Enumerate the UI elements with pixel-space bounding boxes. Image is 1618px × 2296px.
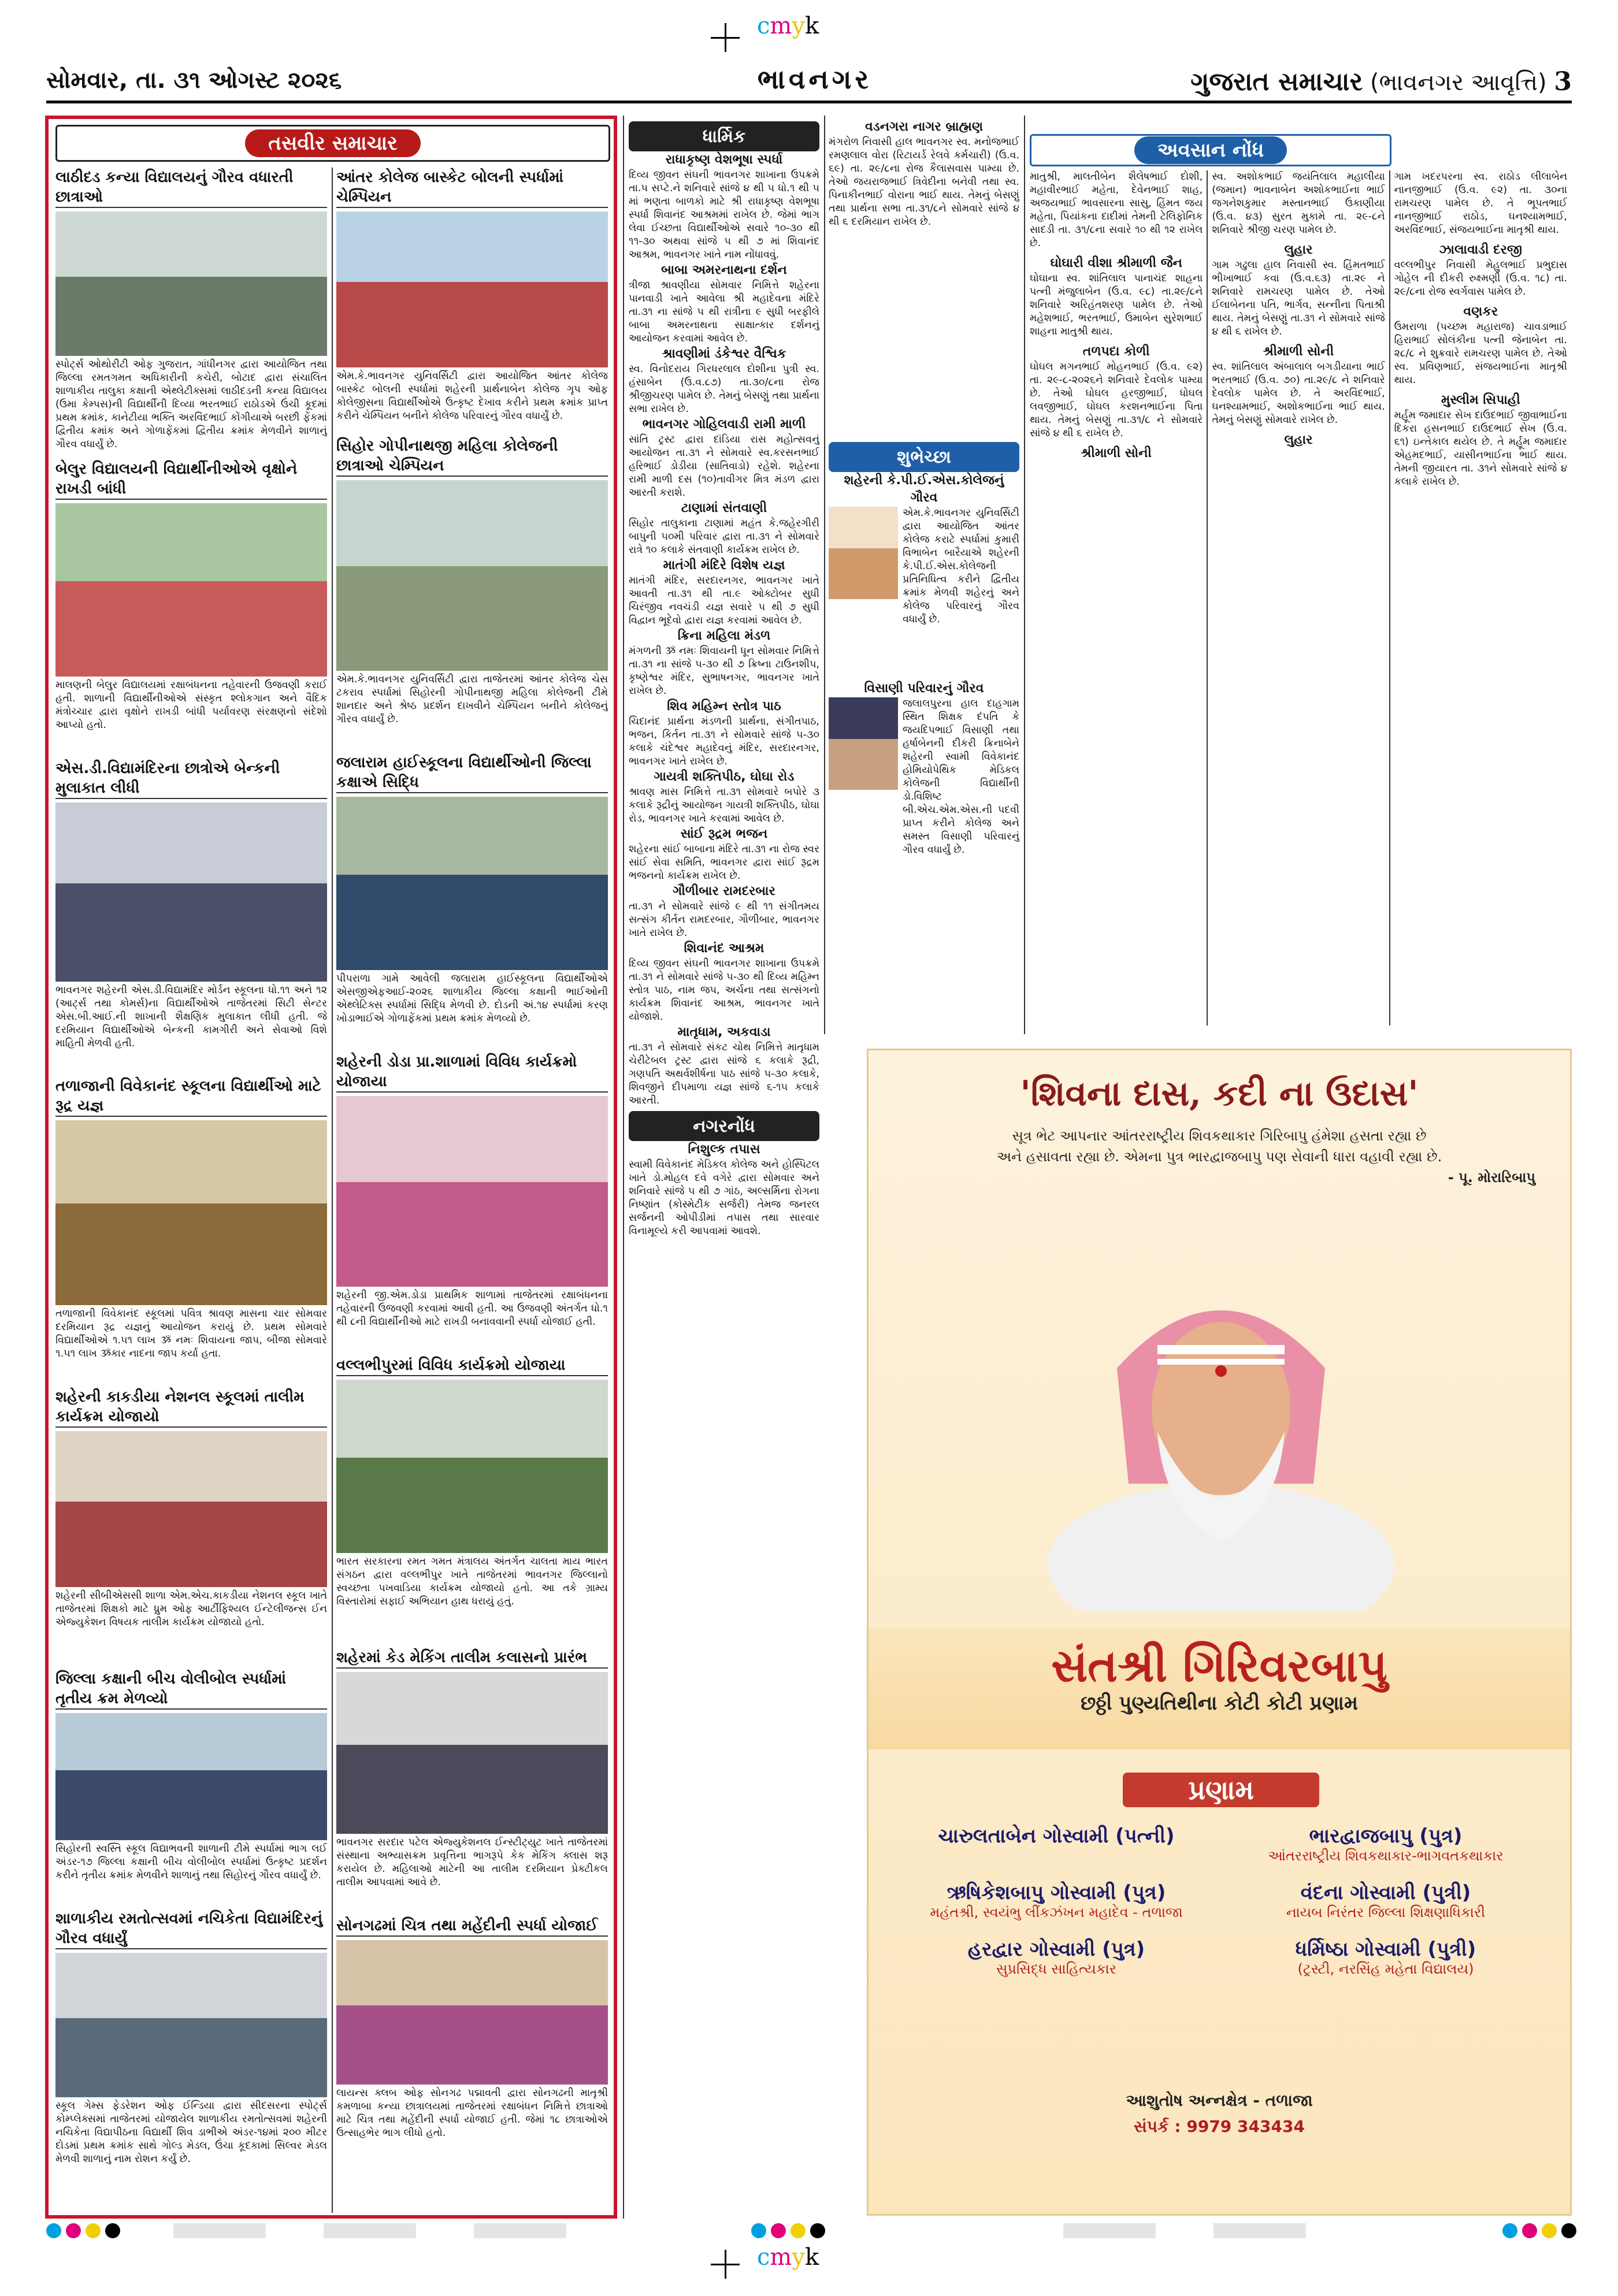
news-body: સિહોરની સ્વસ્તિ સ્કૂલ વિદ્યાભવની શાળાની ટીમે સ્પર્ધામાં ભાગ લઈ અંડર-૧૭ જિલ્લા કક્ષાની બીચ વોલીબોલ સ્પર્ધામાં ઉત્કૃષ્ટ પ્રદર્શન કરીને તૃતીય ક્રમાંક મેળવીને શાળાનું તથા સિહોરનું ગૌરવ વધાર્યું છે. — [55, 1843, 327, 1881]
ad-line: સૂત્ર ભેટ આપનાર આંતરરાષ્ટ્રીય શિવકથાકાર ગિરિબાપુ હંમેશા હસતા રહ્યા છે — [1012, 1128, 1427, 1144]
dharmik-item-title: ગાયત્રી શક્તિપીઠ, ઘોઘા રોડ — [654, 770, 795, 784]
portrait-photo — [829, 507, 898, 599]
news-body: ભાવનગર શહેરની એસ.ડી.વિદ્યામંદિર મોર્ડન સ્કૂલના ધો.૧૧ અને ૧૨ (આર્ટ્સ તથા કોમર્સ)ના વિદ્યાર્થીઓએ તાજેતરમાં સિટી સેન્ટર એસ.બી.આઈ.ની શાખાની શૈક્ષણિક મુલાકાત લીધી હતી. જે દરમિયાન વિદ્યાર્થીઓએ બેન્કની કામગીરી અને સેવાઓ વિશે માહિતી મેળવી હતી. — [55, 984, 327, 1049]
dharmik-item-body: દિવ્ય જીવન સંઘની ભાવનગર શાખાના ઉપક્રમે તા.૫ સપ્ટે.ને શનિવારે સાંજે ૪ થી ૫ ધો.૧ થી ૫ માં ભણતા બાળકો માટે શ્રી રાધાકૃષ્ણ વેશભૂષા સ્પર્ધા શિવાનંદ આશ્રમમાં રાખેલ છે. જેમાં ભાગ લેવા ઈચ્છતા વિદ્યાર્થીઓએ સવારે ૧૦-૩૦ થી ૧૧-૩૦ અથવા સાંજે ૫ થી ૭ માં શિવાનંદ આશ્રમ, ભાવનગર ખાતે નામ નોંધાવવું. — [629, 169, 819, 261]
dharmik-item-title: શ્રાવણીમાં ડંકેશ્વર વૈશ્વિક — [662, 347, 786, 361]
col-divider — [1024, 116, 1025, 1034]
obituary-entry: માતુશ્રી, માલતીબેન શૈલેષભાઈ દોશી, મહાવીરભાઈ મહેતા, દેવેનભાઈ શાહ, અજયભાઈ ભાવસારના સાસુ, હિંમત જય મહેતા, પિયાંકના દાદીમાં તેમની ટેલિફોનિક સાદડી તા. ૩૧/૮ના સવારે ૧૦ થી ૧૨ રાખેલ છે. — [1030, 171, 1203, 249]
photo-beach-volleyball — [55, 1713, 327, 1840]
news-body: શહેરની જી.એમ.ડોડા પ્રાથમિક શાળામાં તાજેતરમાં રક્ષાબંધનના તહેવારની ઉજવણી કરવામાં આવી હતી. આ ઉજવણી અંતર્ગત ધો.૧ થી ૮ની વિદ્યાર્થીનીઓ માટે રાખડી બનાવવાની સ્પર્ધા યોજાઈ હતી. — [336, 1290, 608, 1328]
ad-quote: 'શિવના દાસ, કદી ના ઉદાસ' — [1020, 1073, 1419, 1114]
news-headline: એસ.ડી.વિદ્યામંદિરના છાત્રોએ બેન્કની મુલાકાત લીધી — [55, 759, 327, 799]
news-body: ભાવનગર સરદાર પટેલ એજ્યુકેશનલ ઈન્સ્ટીટ્યુટ ખાતે તાજેતરમાં સંસ્થાના અભ્યાસક્રમ પ્રવૃત્તિના ભાગરૂપે કેક મેકિંગ ક્લાસ શરૂ કરાયેલ છે. મહિલાઓ માટેની આ તાલીમ દરમિયાન પ્રેક્ટીકલ તાલીમ આપવામાં આવે છે. — [336, 1837, 608, 1888]
tasveer-banner: તસવીર સમાચાર — [55, 125, 610, 162]
ad-saint-name: સંતશ્રી ગિરિવરબાપુ — [1051, 1640, 1387, 1692]
news-body: એમ.કે.ભાવનગર યુનિવર્સિટી દ્વારા તાજેતરમાં આંતર કોલેજ ચેસ ટકરાવ સ્પર્ધામાં સિહોરની ગોપીનાથજી મહિલા કોલેજની ટીમે શાનદાર અને શ્રેષ્ઠ પ્રદર્શન દાખવીને ચેમ્પિયન બનીને કોલેજનું ગૌરવ વધાર્યું છે. — [336, 674, 608, 725]
dharmik-item-title: શિવ મહિમ્ન સ્તોત્ર પાઠ — [667, 699, 781, 714]
family-member-name: વંદના ગોસ્વામી (પુત્રી) — [1300, 1881, 1471, 1904]
photo-cake-class — [336, 1672, 608, 1834]
page-header — [46, 64, 1572, 103]
news-headline: જિલ્લા કક્ષાની બીચ વોલીબોલ સ્પર્ધામાં તૃતીય ક્રમ મેળવ્યો — [55, 1669, 327, 1710]
dharmik-list — [629, 151, 819, 1108]
pranam-band: પ્રણામ — [1123, 1773, 1319, 1807]
family-member — [1221, 1938, 1550, 1977]
col-divider — [623, 116, 624, 2219]
obituary-entry: વલ્લભીપુર નિવાસી મેહુલભાઈ પ્રભુદાસ ગોહેલ ની દીકરી રુક્ષ્મણી (ઉ.વ. ૧૮) તા. ૨૯/૮ના રોજ સ્વર્ગવાસ પામેલ છે. — [1394, 259, 1567, 298]
color-dots-left — [46, 2223, 120, 2238]
news-headline: સિહોર ગોપીનાથજી મહિલા કોલેજની છાત્રાઓ ચેમ્પિયન — [336, 436, 608, 477]
family-member — [1221, 1825, 1550, 1864]
dharmik-item-title: ગૌળીબાર રામદરબાર — [673, 884, 775, 898]
obituary-entry: ગામ ખદરપરના સ્વ. રાઠોડ લીલાબેન નાનજીભાઈ (ઉ.વ. ૯૨) તા. ૩૦ના રામચરણ પામેલ છે. તે ભૂપતભાઈ નાનજીભાઈ રાઠોડ, ઘનશ્યામભાઈ, અરવિંદભાઈ, સંજયભાઈના માતૃશ્રી થાય. — [1394, 171, 1567, 236]
obituary-community: મુસ્લીમ સિપાહી — [1441, 393, 1520, 407]
wish-headline: વિસાણી પરિવારનું ગૌરવ — [864, 681, 984, 696]
saint-portrait — [1042, 1241, 1400, 1611]
column-1 — [55, 168, 327, 2213]
ad-contact: સંપર્ક : 9979 343434 — [1134, 2117, 1305, 2136]
dharmik-item-title: ટાણામાં સંતવાણી — [681, 501, 767, 515]
color-dots-right — [1502, 2223, 1576, 2238]
dharmik-item-title: માતંગી મંદિરે વિશેષ યજ્ઞ — [663, 558, 785, 573]
dharmik-item-body: સાંતિ ટ્રસ્ટ દ્વારા દાંડિયા રાસ મહોત્સવનું આયોજન તા.૩૧ ને સોમવારે સ્વ.કરસનભાઈ હરિભાઈ ડોડીયા (સાતિવાડો) રહેશે. શહેરના રામી માળી દસ (૧૦)તાવીગર મિત્ર મંડળ દ્વારા આરતી કરાશે. — [629, 434, 819, 499]
photo-school-awards — [55, 211, 327, 356]
crosshair-icon — [711, 23, 740, 52]
news-body: તળાજાની વિવેકાનંદ સ્કૂલમાં પવિત્ર શ્રાવણ માસના ચાર સોમવાર દરમિયાન રૂદ્ર યજ્ઞનું આયોજન કરાયું છે. પ્રથમ સોમવારે વિદ્યાર્થીઓએ ૧.૫૧ લાખ ૐ નમઃ શિવાયના જાપ, બીજા સોમવારે ૧.૫૧ લાખ ૐકાર નાદના જાપ કર્યા હતા. — [55, 1308, 327, 1359]
shubhechha-tag: શુભેચ્છા — [829, 442, 1019, 472]
col-divider — [332, 168, 333, 2213]
gray-bar — [1063, 2223, 1156, 2238]
portrait-photo — [829, 697, 898, 790]
family-grid — [892, 1825, 1550, 1977]
wish-body: જલાલપુરના હાલ દાહગામ સ્થિત શિક્ષક દંપતિ કે જયદિપભાઈ વિસાણી તથા હર્ષાબેનની દીકરી ક્રિનાબેને શહેરની સ્વામી વિવેકાનંદ હોમિયોપેથિક મેડિકલ કોલેજની વિદ્યાર્થીની ડો.વિશિષ્ટ બી.એચ.એમ.એસ.ની પદવી પ્રાપ્ત કરીને કોલેજ અને સમસ્ત વિસાણી પરિવારનું ગૌરવ વધાર્યું છે. — [903, 698, 1019, 856]
dharmik-item-body: સ્વ. વિનોદરાય ગિરધરલાલ દોશીના પુત્રી સ્વ. હંસાબેન (ઉ.વ.૮૭) તા.૩૦/૮ના રોજ શ્રીજીચરણ પામેલ છે. તેમનું બેસણું તથા પ્રાર્થના સભા રાખેલ છે. — [629, 363, 819, 415]
obituary-entry: સ્વ. અશોકભાઈ જયંતિલાલ મહાલીયા (જમાન) ભાવનાબેન અશોકભાઈના ભાઈ જગનેશકુમાર મસ્તાનભાઈ ઉકાણીયા (ઉ.વ. ૪૩) સુરત મુકામે તા. ૨૯-૮ને શનિવારે શ્રીજી ચરણ પામેલ છે. — [1212, 171, 1385, 236]
avsan-banner: અવસાન નોંધ — [1030, 134, 1391, 166]
news-headline: જલારામ હાઈસ્કૂલના વિદ્યાર્થીઓની જિલ્લા કક્ષાએ સિદ્ધિ — [336, 753, 608, 793]
photo-rakhi-celebration — [336, 1096, 608, 1287]
family-member-name: હરદ્વાર ગોસ્વામી (પુત્ર) — [967, 1938, 1145, 1961]
dharmik-item-body: તા.૩૧ ને સોમવારે સાંજે ૯ થી ૧૧ સંગીતમય સત્સંગ કીર્તન રામદરબાર, ગૌળીબાર, ભાવનગર ખાતે રાખેલ છે. — [629, 901, 819, 939]
photo-athletics-winners — [336, 797, 608, 970]
dharmik-item-title: સાંઈ રૂદ્રમ ભજન — [680, 827, 768, 841]
news-headline: શહેરમાં કેડ મેકિંગ તાલીમ કલાસનો પ્રારંભ — [336, 1648, 608, 1669]
cmyk-label: cmyk — [757, 13, 819, 39]
news-headline: બેલુર વિદ્યાલયની વિદ્યાર્થીનીઓએ વૃક્ષોને રાખડી બાંધી — [55, 459, 327, 500]
dharmik-item-title: માતૃધામ, અકવાડા — [677, 1025, 771, 1039]
news-headline: શહેરની કાકડીયા નેશનલ સ્કૂલમાં તાલીમ કાર્યક્રમ યોજાયો — [55, 1387, 327, 1428]
photo-training-program — [55, 1431, 327, 1587]
obituary-entry: સ્વ. શાંતિલાલ અંબાલાલ બગડીયાના ભાઈ ભરતભાઈ (ઉ.વ. ૭૦) તા.૨૯/૮ ને શનિવારે દેવલોક પામેલ છે. તે અરવિંદભાઈ, ઘનશ્યામભાઈ, અશોકભાઈના ભાઈ થાય. તેમનું બેસણું સોમવારે રાખેલ છે. — [1212, 361, 1385, 426]
obituary-entry: ગામ ગઢુલા હાલ નિવાસી સ્વ. હિંમતભાઈ ભીખાભાઈ કવા (ઉ.વ.૬૩) તા.૨૯ ને શનિવારે રામચરણ પામેલ છે. તેઓ ઈલાબેનના પતિ, ભાર્ગવ, સન્નીના પિતાશ્રી થાય. તેમનું બેસણું તા.૩૧ ને સોમવારે સાંજે ૪ થી ૬ રાખેલ છે. — [1212, 259, 1385, 337]
news-body: સ્કૂલ ગેમ્સ ફેડરેશન ઓફ ઈન્ડિયા દ્વારા સીદસરના સ્પોર્ટ્સ કોમ્પ્લેક્સમાં તાજેતરમાં યોજાયેલ શાળાકીય રમતોત્સવમાં શહેરની નચિકેતા વિદ્યાપીઠના વિદ્યાર્થી શિવ ડાભીએ અંડર-૧૪માં ૨૦૦ મીટર દોડમાં પ્રથમ ક્રમાંક સાથે ગોલ્ડ મેડલ, ઉંચા કૂદકામાં સિલ્વર મેડલ મેળવી શાળાનું નામ રોશન કર્યું છે. — [55, 2100, 327, 2165]
dharmik-item-body: માતંગી મંદિર, સરદારનગર, ભાવનગર ખાતે આવતી તા.૩૧ થી તા.૯ ઓક્ટોબર સુધી ચિરંજીવ નવચંડી યજ્ઞ સવારે ૫ થી ૭ સુધી વિદ્વાન ભૂદેવો દ્વારા યજ્ઞ કરવામાં આવેલ છે. — [629, 575, 819, 626]
family-member-name: ધર્મિષ્ઠા ગોસ્વામી (પુત્રી) — [1295, 1938, 1476, 1961]
obituary-community: શ્રીમાળી સોની — [1263, 344, 1334, 359]
dharmik-item-title: બાબા અમરનાથના દર્શન — [661, 263, 787, 277]
dharmik-item-body: શહેરના સાંઈ બાબાના મંદિરે તા.૩૧ ના રોજ સ્વર સાંઈ સેવા સમિતિ, ભાવનગર દ્વારા સાંઈ રૂદ્રમ ભજનનો કાર્યક્રમ રાખેલ છે. — [629, 844, 819, 882]
news-body: લાયન્સ ક્લબ ઓફ સોનગઢ પદ્માવતી દ્વારા સોનગઢની માતૃશ્રી કમળાબા કન્યા છાત્રાલયમાં તાજેતરમાં રક્ષાબંધન નિમિત્તે છાત્રાઓ માટે ચિત્ર તથા મહેંદીની સ્પર્ધા યોજાઈ હતી. જેમાં ૧૮ છાત્રાઓએ ઉત્સાહભેર ભાગ લીધો હતો. — [336, 2087, 608, 2139]
dharmik-item-body: તા.૩૧ ને સોમવારે સંકટ ચોથ નિમિત્તે માતૃધામ ચેરીટેબલ ટ્રસ્ટ દ્વારા સાંજે ૬ કલાકે રૂદ્રી, ગણપતિ અથર્વશીર્ષના પાઠ સાંજે ૫-૩૦ કલાકે, શિવજીને દીપમાળા યજ્ઞ સાંજે ૬-૧૫ કલાકે આરતી. — [629, 1042, 819, 1106]
obituary-community: ઘોઘારી વીશા શ્રીમાળી જૈન — [1050, 256, 1182, 270]
nagarnondh-body: સ્વામી વિવેકાનંદ મેડિકલ કોલેજ અને હોસ્પિટલ ખાતે ડો.મોહલ દવે વગેરે દ્વારા સોમવાર અને શનિવારે સાંજે ૫ થી ૭ ગાંઠ, અલ્સર્મિના રોગના નિષ્ણાંત (કોસ્મેટીક સર્જરી) તેમજ જનરલ સર્જનની ઓપીડીમાં તપાસ તથા સારવાર વિનામૂલ્યે કરી આપવામાં આવશે. — [629, 1159, 819, 1237]
news-headline: શાળાકીય રમતોત્સવમાં નચિકેતા વિદ્યામંદિરનું ગૌરવ વધાર્યું — [55, 1909, 327, 1949]
color-dots-center — [751, 2223, 825, 2238]
registration-mark-bottom — [711, 2242, 907, 2288]
dharmik-item-body: ત્રીજા શ્રાવણીયા સોમવાર નિમિત્તે શહેરના પાનવાડી ખાતે આવેલા શ્રી મહાદેવના મંદિરે તા.૩૧ ના સાંજે ૫ થી રાત્રીના ૯ સુધી બરફીલે બાબા અમરનાથના સાક્ષાત્કાર દર્શનનું આયોજન કરવામાં આવેલ છે. — [629, 280, 819, 344]
nagarnondh-headline: નિશુલ્ક તપાસ — [688, 1142, 760, 1157]
dharmik-item-title: ક્રિના મહિલા મંડળ — [677, 629, 771, 643]
cmyk-label: cmyk — [757, 2244, 819, 2271]
dharmik-item-title: રાધાકૃષ્ણ વેશભૂષા સ્પર્ધા — [665, 153, 783, 167]
news-body: ભારત સરકારના રમત ગમત મંત્રાલય અંતર્ગત ચાલતા માય ભારત સંગઠન દ્વારા વલ્લભીપુર ખાતે તાજેતરમાં ભાવનગર જિલ્લાનો સ્વચ્છતા પખવાડિયા કાર્યક્રમ યોજાયો હતો. આ તકે ગ્રામ્ય વિસ્તારોમાં સફાઈ અભિયાન હાથ ધરાયું હતું. — [336, 1556, 608, 1607]
family-member — [892, 1825, 1221, 1864]
dharmik-item-title: શિવાનંદ આશ્રમ — [684, 941, 765, 956]
gray-bar — [173, 2223, 266, 2238]
obituary-community: ઝાલાવાડી દરજી — [1439, 243, 1522, 257]
dharmik-item-body: મંગળની ૐ નમઃ શિવાયની ધૂન સોમવાર નિમિત્તે તા.૩૧ ના સાંજે ૫-૩૦ થી ૭ ક્રિષ્ના ટાઉનશીપ, કૃષ્ણેશ્વર મંદિર, સુભાષનગર, ભાવનગર ખાતે રાખેલ છે. — [629, 645, 819, 697]
nagarnondh-tag: નગરનોંધ — [629, 1111, 819, 1141]
family-member-name: ઋષિકેશબાપુ ગોસ્વામી (પુત્ર) — [947, 1881, 1166, 1904]
column-2 — [336, 168, 608, 2213]
news-headline: લાઠીદડ કન્યા વિદ્યાલયનું ગૌરવ વધારતી છાત્રાઓ — [55, 168, 327, 208]
crosshair-icon — [711, 2250, 740, 2279]
photo-sports-meet — [55, 1953, 327, 2097]
news-headline: આંતર કોલેજ બાસ્કેટ બોલની સ્પર્ધામાં ચેમ્પિયન — [336, 168, 608, 208]
news-headline: વલ્લભીપુરમાં વિવિધ કાર્યક્રમો યોજાયા — [336, 1355, 608, 1376]
header-masthead: ગુજરાત સમાચાર (ભાવનગર આવૃત્તિ) 3 — [1190, 67, 1572, 96]
memorial-advertisement — [867, 1049, 1572, 2216]
family-member-role: સુપ્રસિદ્ધ સાહિત્યકાર — [996, 1961, 1117, 1977]
photo-chess-team — [336, 480, 608, 671]
news-headline: સોનગઢમાં ચિત્ર તથા મહેંદીની સ્પર્ધા યોજાઈ — [336, 1916, 608, 1937]
dharmik-item-body: દિવ્ય જીવન સંઘની ભાવનગર શાખાના ઉપક્રમે તા.૩૧ ને સોમવારે સાંજે ૫-૩૦ થી દિવ્ય મહિમ્ન સ્તોત્ર પાઠ, નામ જપ, અર્ચના તથા સત્સંગનો કાર્યક્રમ શિવાનંદ આશ્રમ, ભાવનગર ખાતે યોજાશે. — [629, 958, 819, 1023]
news-body: પીપરાળા ગામે આવેલી જલારામ હાઈસ્કૂલના વિદ્યાર્થીઓએ એસજીએફઆઈ-૨૦૨૬ શાળાકીય જિલ્લા કક્ષાની ભાઈઓની એથ્લેટિક્સ સ્પર્ધામાં સિદ્ધિ મેળવી છે. દોડની અં.૧૪ સ્પર્ધામાં કરણ ખોડાભાઈએ ગોળાફેંકમાં પ્રથમ ક્રમાંક મેળવ્યો છે. — [336, 973, 608, 1024]
family-member — [892, 1938, 1221, 1977]
photo-cleanliness-drive — [336, 1380, 608, 1553]
obituary-entry: ઘોઘાના સ્વ. શાંતિલાલ પાનાચંદ શાહના પત્ની મંજુલાબેન (ઉ.વ. ૯૮) તા.૨૯/૮ને શનિવારે અરિહંતશરણ પામેલ છે. તેઓ મહેશભાઈ, ભરતભાઈ, ઉમાબેન સુરેશભાઈ શાહના માતુશ્રી થાય. — [1030, 273, 1203, 337]
dharmik-item-body: સિહોર તાલુકાના ટાણામાં મહંત કે.જહેરગીરી બાપુની ૫૦મી પરિવાર દ્વારા તા.૩૧ ને સોમવારે રાત્રે ૧૦ કલાકે સંતવાણી કાર્યક્રમ રાખેલ છે. — [629, 518, 819, 556]
obit-body: મંગરોળ નિવાસી હાલ ભાવનગર સ્વ. મનોજભાઈ રમણલાલ વોરા (રિટાયર્ડ રેલવે કર્મચારી) (ઉ.વ. ૬૯) તા. ૨૯/૮ના રોજ કૈલાસવાસ પામ્યા છે. તેઓ જયરાજભાઈ ત્રિવેદીના બનેવી તથા સ્વ. પિનાકીનભાઈ વોરાના ભાઈ થાય. તેમનું બેસણું તથા પ્રાર્થના સભા તા.૩૧/૮ને સોમવારે સાંજે ૪ થી ૬ દરમિયાન રાખેલ છે. — [829, 136, 1019, 228]
news-body: સ્પોર્ટ્સ ઓથોરીટી ઓફ ગુજરાત, ગાંધીનગર દ્વારા આયોજિત તથા જિલ્લા રમતગમત અધિકારીની કચેરી, બોટાદ દ્વારા સંચાલિત શાળાકીય તાલુકા કક્ષાની એથ્લેટીક્સમાં લાઠીદડની કન્યા વિદ્યાલય (ઉમા કેમ્પસ)ની વિદ્યાર્થીની દિવ્યા ભરતભાઈ રાઠોડએ ઉંચી કૂદમાં પ્રથમ ક્રમાંક, કાનેટીયા ભક્તિ અરવિંદભાઈ કોંગીયાએ બરછી ફેંકમાં દ્વિતીય ક્રમાંક અને ગોળાફેંકમાં દ્વિતીય ક્રમાંક મેળવીને શાળાનું ગૌરવ વધાર્યું છે. — [55, 359, 327, 450]
family-member — [892, 1881, 1221, 1920]
family-member-role: નાયબ નિરંતર જિલ્લા શિક્ષણાધિકારી — [1286, 1904, 1486, 1920]
column-4 — [829, 118, 1019, 1031]
header-date: સોમવાર, તા. ૩૧ ઓગસ્ટ ૨૦૨૬ — [46, 67, 342, 94]
ad-signature: - પૂ. મોરારિબાપુ — [1448, 1169, 1535, 1186]
registration-mark-top — [711, 10, 907, 62]
avsan-list — [1030, 170, 1567, 1026]
ad-footer: આશુતોષ અન્નક્ષેત્ર - તળાજા — [1126, 2091, 1313, 2110]
photo-mehendi-competition — [336, 1940, 608, 2085]
family-member-role: મહંતશ્રી, સ્વયંભુ લીંકઝંખન મહાદેવ - તળાજા — [930, 1904, 1183, 1920]
ad-subtitle: છઠ્ઠી પુણ્યતિથીના કોટી કોટી પ્રણામ — [1081, 1692, 1358, 1715]
family-member — [1221, 1881, 1550, 1920]
dharmik-tag: ધાર્મિક — [629, 121, 819, 151]
gray-bar — [1214, 2223, 1306, 2238]
news-headline: તળાજાની વિવેકાનંદ સ્કૂલના વિદ્યાર્થીઓ માટે રૂદ્ર યજ્ઞ — [55, 1076, 327, 1117]
obituary-community: વણકર — [1463, 304, 1498, 319]
column-3 — [629, 121, 819, 2213]
news-body: એમ.કે.ભાવનગર યુનિવર્સિટી દ્વારા આયોજિત આંતર કોલેજ બાસ્કેટ બોલની સ્પર્ધામાં શહેરની પ્રાર્થનાબેન કોલેજ ગૃપ ઓફ કોલેજીસના વિદ્યાર્થીઓએ ઉત્કૃષ્ટ દેખાવ કરીને પ્રથમ ક્રમાંક પ્રાપ્ત કરીને ચેમ્પિયન બનીને કોલેજ પરિવારનું ગૌરવ વધાર્યું છે. — [336, 370, 608, 422]
photo-basketball-team — [336, 211, 608, 367]
wish-body: એમ.કે.ભાવનગર યુનિવર્સિટી દ્વારા આયોજિત આંતર કોલેજ કરાટે સ્પર્ધામાં કુમારી વિભાબેન બારૈયાએ શહેરની કે.પી.ઈ.એસ.કોલેજની પ્રતિનિધિત્વ કરીને દ્વિતીય ક્રમાંક મેળવી શહેરનું અને કોલેજ પરિવારનું ગૌરવ વધાર્યું છે. — [903, 507, 1019, 625]
news-body: શહેરની સીબીએસસી શાળા એમ.એચ.કાકડીયા નેશનલ સ્કૂલ ખાતે તાજેતરમાં શિક્ષકો માટે ધ્રુમ ઓફ આર્ટીફિશ્યલ ઈન્ટેલીજન્સ ઈન એજ્યુકેશન વિષયક તાલીમ કાર્યક્રમ યોજાયો હતો. — [55, 1590, 327, 1628]
family-member-name: ચારુલતાબેન ગોસ્વામી (પત્ની) — [938, 1825, 1175, 1848]
obituary-entry: મર્હૂમ જમાદાર સેખ દાઉદભાઈ જીવાભાઈના દિકરા હસનભાઈ દાઉદભાઈ સેખ (ઉ.વ. ૬૧) ઇન્તેકાલ થયેલ છે. તે મર્હૂમ જમાદાર એહમદભાઈ, યાસીનભાઈના ભાઈ થાય. તેમની જીયારત તા. ૩૧ને સોમવારે સાંજે ૪ કલાકે રાખેલ છે. — [1394, 410, 1567, 488]
obituary-community: શ્રીમાળી સોની — [1081, 446, 1152, 460]
gray-bar — [324, 2223, 416, 2238]
dharmik-item-body: શ્રાવણ માસ નિમિત્તે તા.૩૧ સોમવારે બપોરે ૩ કલાકે રૂદ્રીનું આયોજન ગાયત્રી શક્તિપીઠ, ઘોઘા રોડ, ભાવનગર ખાતે કરવામાં આવેલ છે. — [629, 786, 819, 824]
dharmik-item-body: ચિદાનંદ પ્રાર્થના મંડળની પ્રાર્થના, સંગીતપાઠ, ભજન, કિર્તન તા.૩૧ ને સોમવારે સાંજે ૫-૩૦ કલાકે ચંદેશ્વર મહાદેવનું મંદિર, સરદારનગર, ભાવનગર ખાતે રાખેલ છે. — [629, 716, 819, 767]
obituary-community: તળપદા કોળી — [1082, 344, 1150, 359]
family-member-name: ભારદ્વાજબાપુ (પુત્ર) — [1309, 1825, 1463, 1848]
photo-rudra-yagna — [55, 1120, 327, 1305]
family-member-role: આંતરરાષ્ટ્રીય શિવકથાકાર-ભાગવતકથાકાર — [1268, 1848, 1504, 1864]
family-member-role: (ટ્રસ્ટી, નરસિંહ મહેતા વિદ્યાલય) — [1297, 1961, 1474, 1977]
obituary-entry: ઘોઘલ મગનભાઈ મોહનભાઈ (ઉ.વ. ૯૨) તા. ૨૯-૮-૨૦૨૬ને શનિવારે દેવલોક પામ્યા છે. તેઓ ઘોઘલ હરજીભાઈ, ધોઘલ લવજીભાઈ, ઘોઘલ કરશનભાઈના પિતા થાય. તેમનું બેસણું તા.૩૧/૮ ને સોમવારે સાંજે ૪ થી ૬ રાખેલ છે. — [1030, 361, 1203, 439]
obituary-community: લુહાર — [1284, 433, 1313, 447]
obit-headline: વડનગરા નાગર બ્રાહ્મણ — [864, 120, 984, 134]
photo-bank-visit — [55, 803, 327, 982]
gray-bar — [474, 2223, 566, 2238]
header-city: ભાવનગર — [757, 64, 873, 95]
dharmik-item-title: ભાવનગર ગોહિલવાડી રામી માળી — [642, 417, 806, 432]
news-body: માલણની બેલુર વિદ્યાલયમાં રક્ષાબંધનના તહેવારની ઉજવણી કરાઈ હતી. શાળાની વિદ્યાર્થીનીઓએ સંસ્કૃત શ્લોકગાન અને વૈદિક મંત્રોચ્ચાર દ્વારા વૃક્ષોને રાખડી બાંધી પર્યાવરણ સંરક્ષણનો સંદેશો આપ્યો હતો. — [55, 679, 327, 731]
photo-students-trees — [55, 503, 327, 677]
news-headline: શહેરની ડોડા પ્રા.શાળામાં વિવિધ કાર્યક્રમો યોજાયા — [336, 1052, 608, 1093]
obituary-entry: ઉમરાળા (પચ્છમ મહારાજ) ચાવડાભાઈ હિરાભાઈ સોલંકીના પત્ની જેનાબેન તા. ૨૮/૮ ને શુક્રવારે રામચરણ પામેલ છે. તેઓ સ્વ. પ્રવિણભાઈ, સંજયભાઈના માતૃશ્રી થાય. — [1394, 321, 1567, 386]
col-divider — [824, 116, 825, 1034]
ad-line: અને હસાવતા રહ્યા છે. એમના પુત્ર ભારદ્વાજબાપુ પણ સેવાની ધારા વહાવી રહ્યા છે. — [996, 1149, 1442, 1165]
wish-headline: શહેરની કે.પી.ઈ.એસ.કોલેજનું ગૌરવ — [844, 473, 1004, 505]
obituary-community: લુહાર — [1284, 243, 1313, 257]
